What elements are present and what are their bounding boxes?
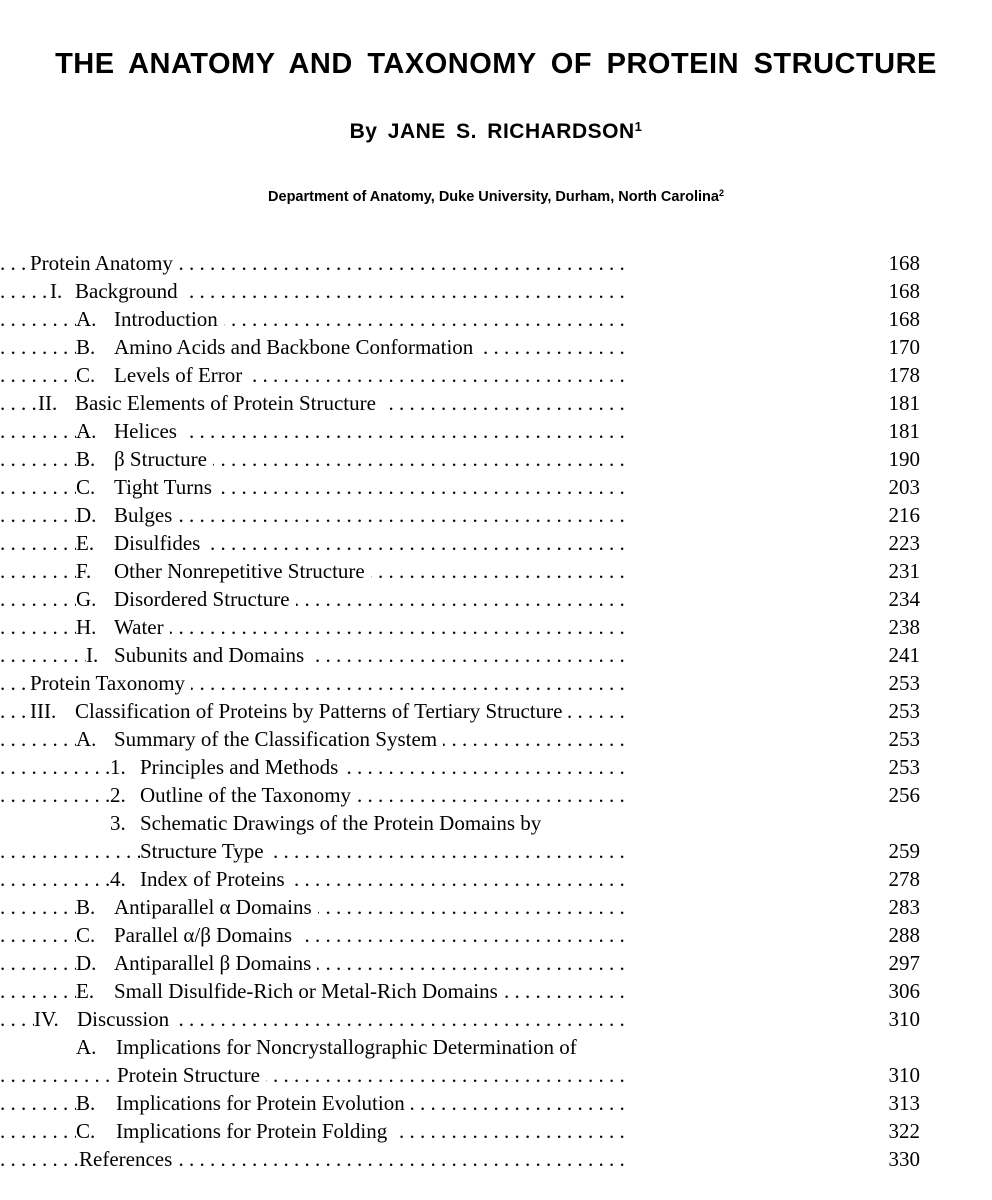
- toc-page-number: 168: [870, 305, 920, 333]
- affiliation-line: [0, 189, 992, 205]
- toc-entry-label: Antiparallel α Domains: [114, 895, 312, 919]
- toc-entry-number: 2.: [110, 783, 126, 807]
- toc-page-number: 297: [870, 949, 920, 977]
- toc-entry-label: Implications for Protein Folding: [116, 1119, 388, 1143]
- toc-entry-label: Tight Turns: [114, 475, 212, 499]
- toc-entry-text: [76, 503, 178, 527]
- toc-entry: [0, 501, 864, 529]
- toc-entry-text: [50, 279, 184, 303]
- toc-entry-number: C.: [76, 1119, 96, 1143]
- toc-row: [0, 305, 992, 333]
- toc-entry: [0, 641, 864, 669]
- toc-row: [0, 333, 992, 361]
- toc-entry: [0, 921, 864, 949]
- toc-entry-label: Protein Taxonomy: [30, 671, 186, 695]
- toc-entry: [0, 809, 864, 837]
- toc-entry-label: Amino Acids and Backbone Conformation: [114, 335, 474, 359]
- toc-entry: [0, 277, 864, 305]
- toc-entry: [0, 613, 864, 641]
- toc-entry-label: Schematic Drawings of the Protein Domains by: [140, 811, 542, 835]
- toc-entry: [0, 1117, 864, 1145]
- toc-page-number: 253: [870, 669, 920, 697]
- toc-entry-label: Principles and Methods: [140, 755, 339, 779]
- toc-entry: [0, 585, 864, 613]
- toc-row: [0, 893, 992, 921]
- table-of-contents: [0, 249, 992, 1173]
- toc-page-number: 256: [870, 781, 920, 809]
- toc-entry-text: [76, 363, 248, 387]
- toc-entry-label: Bulges: [114, 503, 173, 527]
- toc-entry-text: [76, 923, 298, 947]
- toc-entry: [0, 445, 864, 473]
- toc-row: [0, 865, 992, 893]
- toc-page-number: 241: [870, 641, 920, 669]
- toc-row: [0, 557, 992, 585]
- toc-entry-text: [76, 1091, 411, 1115]
- toc-entry-text: [76, 559, 371, 583]
- toc-entry-text: [30, 699, 568, 723]
- toc-entry-text: [76, 307, 224, 331]
- toc-page-number: 181: [870, 389, 920, 417]
- toc-entry-label: Summary of the Classification System: [114, 727, 438, 751]
- toc-entry-text: [76, 475, 218, 499]
- toc-page-number: 223: [870, 529, 920, 557]
- toc-entry-text: [76, 447, 213, 471]
- toc-entry-number: E.: [76, 979, 95, 1003]
- toc-page-number: 181: [870, 417, 920, 445]
- toc-entry: [0, 389, 864, 417]
- toc-page-number: 288: [870, 921, 920, 949]
- toc-entry-number: B.: [76, 1091, 96, 1115]
- toc-entry-text: [76, 727, 443, 751]
- toc-entry-label: Disordered Structure: [114, 587, 290, 611]
- toc-page-number: 313: [870, 1089, 920, 1117]
- toc-page-number: 231: [870, 557, 920, 585]
- toc-entry-label: Implications for Protein Evolution: [116, 1091, 405, 1115]
- toc-entry-text: [140, 839, 270, 863]
- toc-page-number: 234: [870, 585, 920, 613]
- toc-row: [0, 1061, 992, 1089]
- toc-page-number: 322: [870, 1117, 920, 1145]
- toc-page-number: 170: [870, 333, 920, 361]
- toc-row: [0, 613, 992, 641]
- toc-page-number: 330: [870, 1145, 920, 1173]
- toc-entry: [0, 361, 864, 389]
- toc-entry-label: Antiparallel β Domains: [114, 951, 312, 975]
- toc-entry-number: F.: [76, 559, 92, 583]
- toc-entry: [0, 1005, 864, 1033]
- toc-row: [0, 725, 992, 753]
- toc-row: [0, 669, 992, 697]
- toc-entry-text: [30, 671, 191, 695]
- toc-entry-label: Disulfides: [114, 531, 201, 555]
- toc-entry-label: Classification of Proteins by Patterns of Tertiary Structure: [75, 699, 563, 723]
- toc-entry-label: Helices: [114, 419, 177, 443]
- toc-entry-text: [86, 643, 310, 667]
- toc-entry: [0, 1061, 864, 1089]
- toc-entry-text: [110, 867, 291, 891]
- toc-page-number: 190: [870, 445, 920, 473]
- toc-entry-number: I.: [86, 643, 99, 667]
- toc-entry: [0, 753, 864, 781]
- toc-entry-text: [76, 1035, 583, 1059]
- toc-entry: [0, 473, 864, 501]
- toc-entry-number: 4.: [110, 867, 126, 891]
- toc-page-number: 168: [870, 249, 920, 277]
- toc-entry: [0, 249, 864, 277]
- toc-row: [0, 781, 992, 809]
- toc-row: [0, 473, 992, 501]
- affiliation-text: Department of Anatomy, Duke University, Durham, North Carolina: [268, 189, 719, 205]
- toc-page-number: 278: [870, 865, 920, 893]
- toc-page-number: 310: [870, 1005, 920, 1033]
- toc-entry: [0, 949, 864, 977]
- toc-row: [0, 249, 992, 277]
- toc-entry-number: IV.: [34, 1007, 59, 1031]
- toc-entry: [0, 305, 864, 333]
- toc-page-number: 216: [870, 501, 920, 529]
- toc-entry-label: Protein Structure: [117, 1063, 260, 1087]
- toc-row: [0, 641, 992, 669]
- toc-row: [0, 921, 992, 949]
- toc-entry-label: Index of Proteins: [140, 867, 285, 891]
- toc-row: [0, 1089, 992, 1117]
- toc-row: [0, 277, 992, 305]
- toc-row: [0, 501, 992, 529]
- toc-entry-text: [110, 755, 344, 779]
- toc-entry: [0, 557, 864, 585]
- toc-entry-label: Discussion: [77, 1007, 170, 1031]
- toc-row: [0, 361, 992, 389]
- toc-row: [0, 977, 992, 1005]
- affiliation-footnote-mark: 2: [718, 188, 724, 199]
- toc-page-number: 253: [870, 753, 920, 781]
- toc-entry: [0, 725, 864, 753]
- toc-entry-number: A.: [76, 419, 97, 443]
- toc-entry-number: B.: [76, 447, 96, 471]
- toc-entry: [0, 669, 864, 697]
- toc-entry: [0, 781, 864, 809]
- toc-page-number: 259: [870, 837, 920, 865]
- toc-page-number: 178: [870, 361, 920, 389]
- toc-entry-label: β Structure: [114, 447, 207, 471]
- toc-row: [0, 697, 992, 725]
- toc-entry-number: B.: [76, 895, 96, 919]
- toc-page-number: 203: [870, 473, 920, 501]
- toc-row: [0, 1117, 992, 1145]
- toc-entry-number: G.: [76, 587, 97, 611]
- toc-entry-text: [76, 951, 317, 975]
- toc-entry: [0, 417, 864, 445]
- toc-entry-number: III.: [30, 699, 57, 723]
- toc-entry: [0, 1033, 864, 1061]
- toc-entry-number: C.: [76, 475, 96, 499]
- toc-entry-number: C.: [76, 923, 96, 947]
- toc-entry-label: Levels of Error: [114, 363, 243, 387]
- toc-entry-number: D.: [76, 503, 97, 527]
- toc-entry-text: [76, 1119, 393, 1143]
- toc-entry: [0, 697, 864, 725]
- toc-entry-text: [76, 615, 170, 639]
- toc-entry-label: Basic Elements of Protein Structure: [75, 391, 376, 415]
- toc-entry-text: [76, 419, 183, 443]
- author-name: By JANE S. RICHARDSON: [349, 120, 635, 143]
- toc-entry: [0, 893, 864, 921]
- toc-row: [0, 445, 992, 473]
- toc-entry-text: [79, 1147, 178, 1171]
- toc-page-number: 253: [870, 697, 920, 725]
- toc-row: [0, 949, 992, 977]
- toc-entry-text: [34, 1007, 175, 1031]
- toc-entry-label: Small Disulfide-Rich or Metal-Rich Domains: [114, 979, 498, 1003]
- toc-entry-label: Background: [75, 279, 178, 303]
- toc-entry-number: H.: [76, 615, 97, 639]
- toc-entry-number: D.: [76, 951, 97, 975]
- toc-entry-label: Parallel α/β Domains: [114, 923, 292, 947]
- toc-entry-text: [30, 251, 179, 275]
- toc-entry: [0, 333, 864, 361]
- article-title: THE ANATOMY AND TAXONOMY OF PROTEIN STRUCTURE: [55, 48, 937, 80]
- author-line: [0, 120, 992, 144]
- toc-entry-text: [38, 391, 382, 415]
- toc-entry-number: I.: [50, 279, 63, 303]
- toc-entry-text: [117, 1063, 266, 1087]
- toc-row: [0, 529, 992, 557]
- toc-entry: [0, 977, 864, 1005]
- toc-entry-label: Implications for Noncrystallographic Determination of: [116, 1035, 577, 1059]
- toc-entry-text: [76, 587, 296, 611]
- toc-entry-text: [76, 335, 479, 359]
- toc-entry-text: [76, 979, 504, 1003]
- toc-entry-number: A.: [76, 727, 97, 751]
- toc-entry-text: [76, 531, 206, 555]
- toc-row: [0, 753, 992, 781]
- toc-entry-label: Water: [114, 615, 164, 639]
- toc-entry-number: II.: [38, 391, 58, 415]
- toc-page-number: 306: [870, 977, 920, 1005]
- toc-row: [0, 1145, 992, 1173]
- toc-entry-label: Protein Anatomy: [30, 251, 173, 275]
- toc-row: [0, 1033, 992, 1061]
- toc-page-number: 168: [870, 277, 920, 305]
- toc-row: [0, 389, 992, 417]
- toc-row: [0, 809, 992, 837]
- toc-entry-number: 1.: [110, 755, 126, 779]
- toc-entry: [0, 837, 864, 865]
- toc-page-number: 253: [870, 725, 920, 753]
- toc-page-number: 283: [870, 893, 920, 921]
- toc-entry-text: [76, 895, 318, 919]
- toc-entry-label: Subunits and Domains: [114, 643, 305, 667]
- toc-page-number: 238: [870, 613, 920, 641]
- toc-entry: [0, 529, 864, 557]
- toc-entry-number: C.: [76, 363, 96, 387]
- toc-row: [0, 417, 992, 445]
- toc-row: [0, 1005, 992, 1033]
- toc-row: [0, 585, 992, 613]
- toc-entry-label: References: [79, 1147, 173, 1171]
- toc-row: [0, 837, 992, 865]
- toc-entry-number: A.: [76, 1035, 97, 1059]
- toc-entry-number: E.: [76, 531, 95, 555]
- toc-entry-number: A.: [76, 307, 97, 331]
- author-footnote-mark: 1: [634, 118, 643, 134]
- toc-entry: [0, 865, 864, 893]
- toc-entry: [0, 1089, 864, 1117]
- toc-entry: [0, 1145, 864, 1173]
- toc-entry-label: Introduction: [114, 307, 218, 331]
- toc-entry-label: Structure Type: [140, 839, 264, 863]
- toc-page-number: 310: [870, 1061, 920, 1089]
- toc-entry-label: Other Nonrepetitive Structure: [114, 559, 365, 583]
- toc-entry-number: 3.: [110, 811, 126, 835]
- toc-entry-text: [110, 811, 547, 835]
- toc-entry-label: Outline of the Taxonomy: [140, 783, 352, 807]
- toc-entry-number: B.: [76, 335, 96, 359]
- toc-entry-text: [110, 783, 357, 807]
